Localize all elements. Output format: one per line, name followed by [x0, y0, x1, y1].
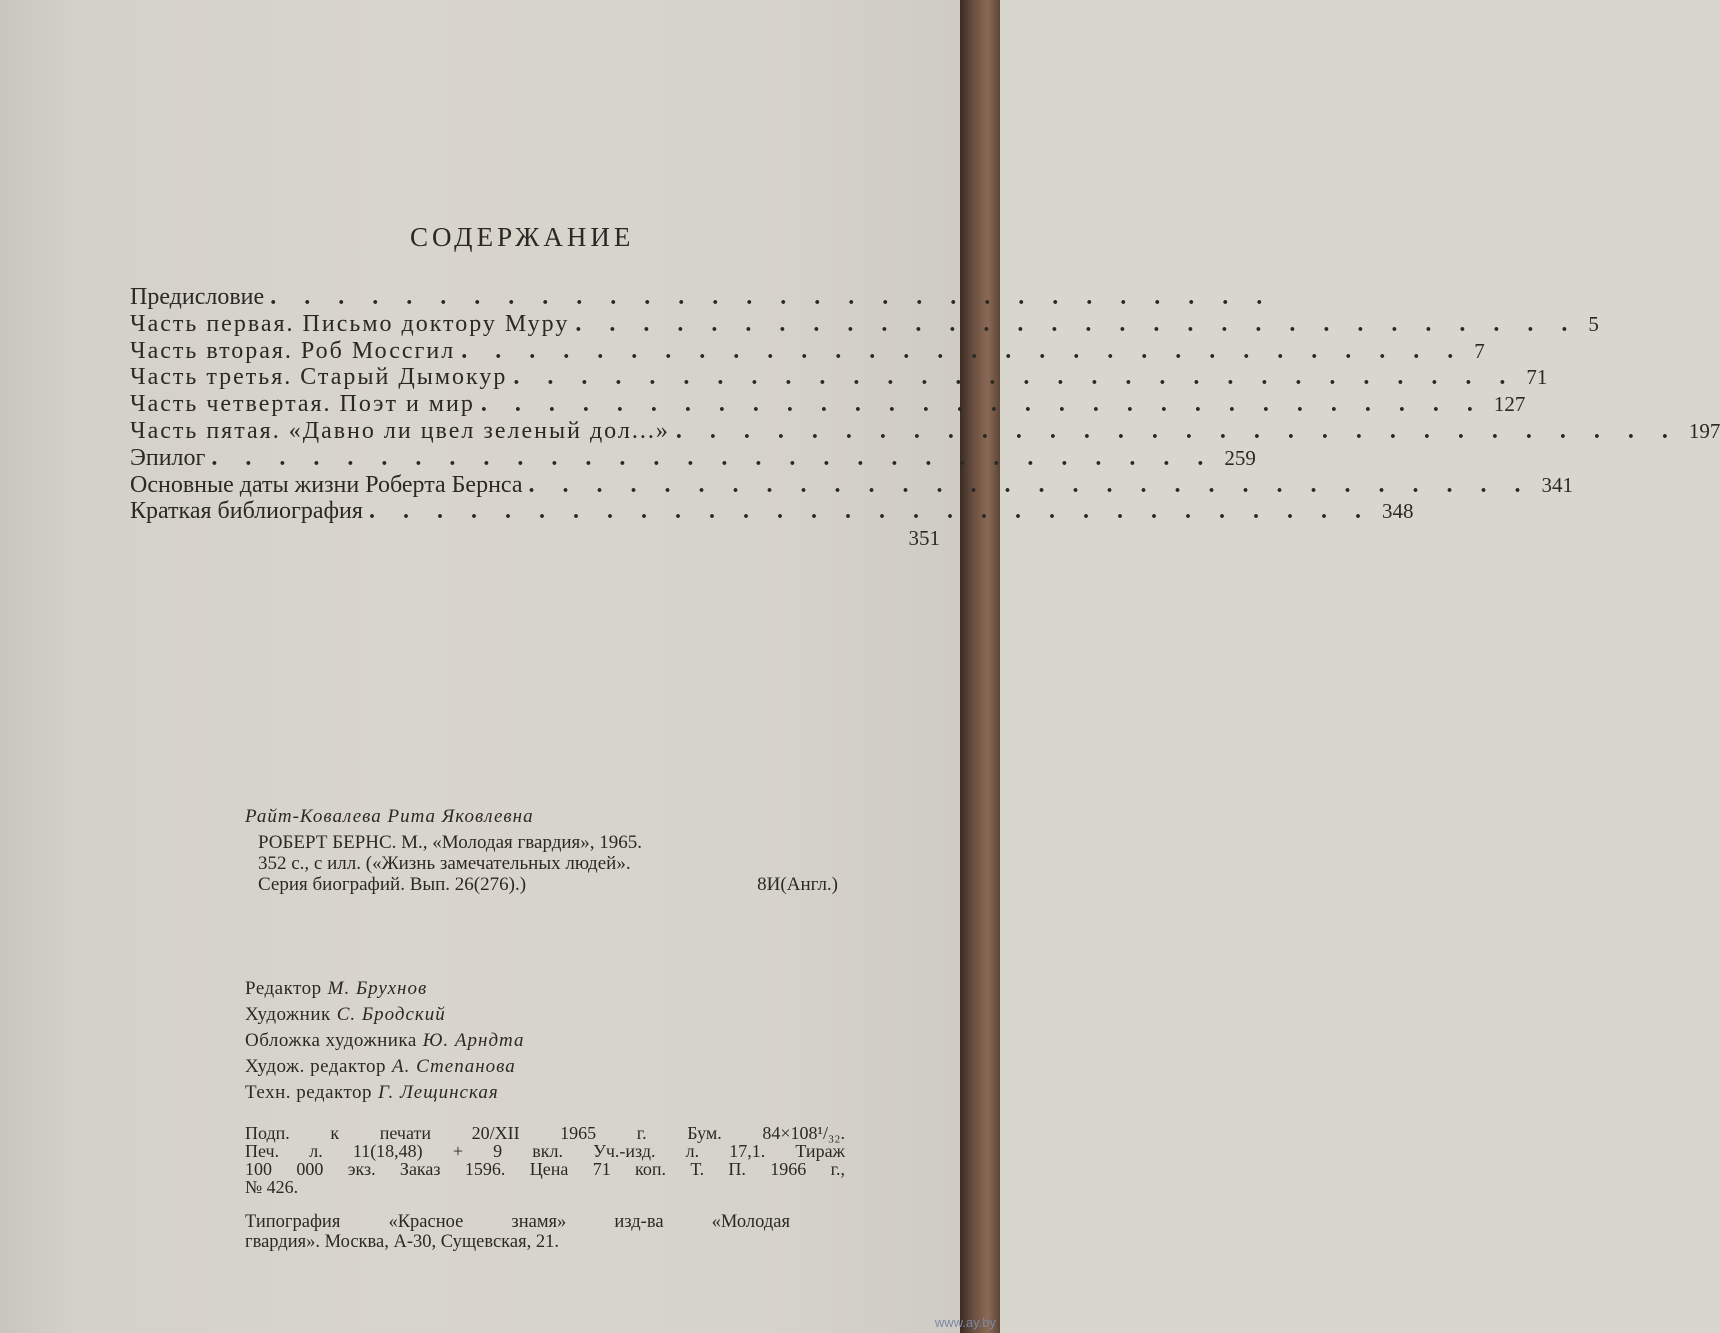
toc-entry-label: Краткая библиография: [130, 498, 363, 525]
biblio-classification: 8И(Англ.): [757, 874, 838, 895]
toc-leader-dots: . . . . . . . . . . . . . . . . . . . . . . . . . . . . . .: [480, 391, 1484, 418]
print-info-line: № 426.: [245, 1177, 299, 1197]
biblio-series: Серия биографий. Вып. 26(276).): [258, 874, 527, 895]
printing-house: [245, 1212, 790, 1252]
credit-role: Редактор: [245, 978, 322, 999]
credit-name: Г. Лещинская: [378, 1082, 499, 1103]
toc-entry: [130, 498, 1414, 525]
toc-leader-dots: . . . . . . . . . . . . . . . . . . . . . . . . . . . . . .: [461, 337, 1465, 364]
credits-list: [245, 976, 805, 1106]
toc-entry-page: 7: [1474, 338, 1485, 363]
toc-entry-page: 197: [1688, 418, 1720, 443]
print-info-line: Подп. к печати 20/XII 1965 г. Бум. 84×108¹/₃₂.: [245, 1123, 845, 1143]
toc-entry: [130, 284, 1274, 311]
watermark: www.ay.by: [934, 1315, 996, 1330]
toc-entry-label: Эпилог: [130, 444, 206, 471]
author-name: Райт-Ковалева Рита Яковлевна: [245, 806, 534, 827]
credit-name: А. Степанова: [392, 1056, 516, 1077]
toc-entry: [130, 364, 1548, 391]
credit-role: Художник: [245, 1004, 331, 1025]
toc-entry: [130, 391, 1526, 418]
toc-entry-page: 341: [1541, 472, 1574, 497]
credit-name: С. Бродский: [336, 1004, 446, 1025]
toc-entry-label: Основные даты жизни Роберта Бернса: [130, 471, 523, 498]
printing-house-line: Типография «Красное знамя» изд-ва «Молодая: [245, 1212, 790, 1232]
toc-leader-dots: . . . . . . . . . . . . . . . . . . . . . . . . . . . . . .: [675, 417, 1679, 444]
toc-entry-label: Часть пятая. «Давно ли цвел зеленый дол...»: [130, 417, 670, 444]
credit-name: Ю. Арндта: [422, 1030, 525, 1051]
toc-entry-label: Часть третья. Старый Дымокур: [130, 364, 508, 391]
toc-entry-page: 71: [1526, 365, 1548, 390]
credit-row: [245, 1080, 805, 1106]
toc-entry: [130, 525, 940, 552]
toc-leader-dots: . . . . . . . . . . . . . . . . . . . . . . . . . . . . . .: [513, 364, 1517, 391]
toc-leader-dots: . . . . . . . . . . . . . . . . . . . . . . . . . . . . . .: [575, 310, 1579, 337]
credit-row: [245, 976, 805, 1002]
toc-entry-page: 5: [1588, 311, 1599, 336]
printing-house-line: гвардия». Москва, А-30, Сущевская, 21.: [245, 1232, 559, 1252]
toc-entry-page: 351: [908, 526, 940, 551]
credit-role: Худож. редактор: [245, 1056, 386, 1077]
toc-entry-label: Часть четвертая. Поэт и мир: [130, 391, 475, 418]
toc-leader-dots: . . . . . . . . . . . . . . . . . . . . . . . . . . . . . .: [211, 444, 1215, 471]
table-of-contents: [130, 284, 1720, 552]
toc-leader-dots: . . . . . . . . . . . . . . . . . . . . . . . . . . . . . .: [528, 471, 1532, 498]
credit-role: Обложка художника: [245, 1030, 417, 1051]
toc-entry: [130, 310, 1599, 338]
toc-entry-label: Предисловие: [130, 284, 265, 310]
toc-entry: [130, 444, 1256, 472]
credit-row: [245, 1054, 805, 1080]
toc-entry: [130, 417, 1720, 445]
toc-title: СОДЕРЖАНИЕ: [410, 222, 635, 252]
credit-name: М. Брухнов: [327, 978, 428, 999]
credit-row: [245, 1028, 805, 1054]
print-info-line: 100 000 экз. Заказ 1596. Цена 71 коп. Т. П. 1966 г.,: [245, 1159, 845, 1179]
toc-entry-page: 259: [1224, 445, 1256, 470]
toc-entry-page: 348: [1381, 499, 1414, 524]
print-info: [245, 1124, 845, 1196]
bibliographic-record: [258, 832, 838, 895]
toc-leader-dots: . . . . . . . . . . . . . . . . . . . . . . . . . . . . . .: [270, 284, 1274, 310]
print-info-line: Печ. л. 11(18,48) + 9 вкл. Уч.-изд. л. 17,1. Тираж: [245, 1141, 845, 1161]
toc-entry-page: 127: [1493, 392, 1526, 417]
toc-entry-label: Часть первая. Письмо доктору Муру: [130, 310, 570, 337]
biblio-line: 352 с., с илл. («Жизнь замечательных людей».: [258, 853, 631, 874]
credit-role: Техн. редактор: [245, 1082, 373, 1103]
toc-leader-dots: . . . . . . . . . . . . . . . . . . . . . . . . . . . . . .: [368, 498, 1372, 525]
biblio-line: [258, 874, 838, 895]
credit-row: [245, 1002, 805, 1028]
biblio-line: РОБЕРТ БЕРНС. М., «Молодая гвардия», 1965.: [258, 832, 643, 853]
toc-entry: [130, 471, 1574, 499]
toc-entry-label: Часть вторая. Роб Моссгил: [130, 337, 456, 364]
book-spine-edge: [960, 0, 1000, 1333]
toc-entry: [130, 337, 1485, 365]
